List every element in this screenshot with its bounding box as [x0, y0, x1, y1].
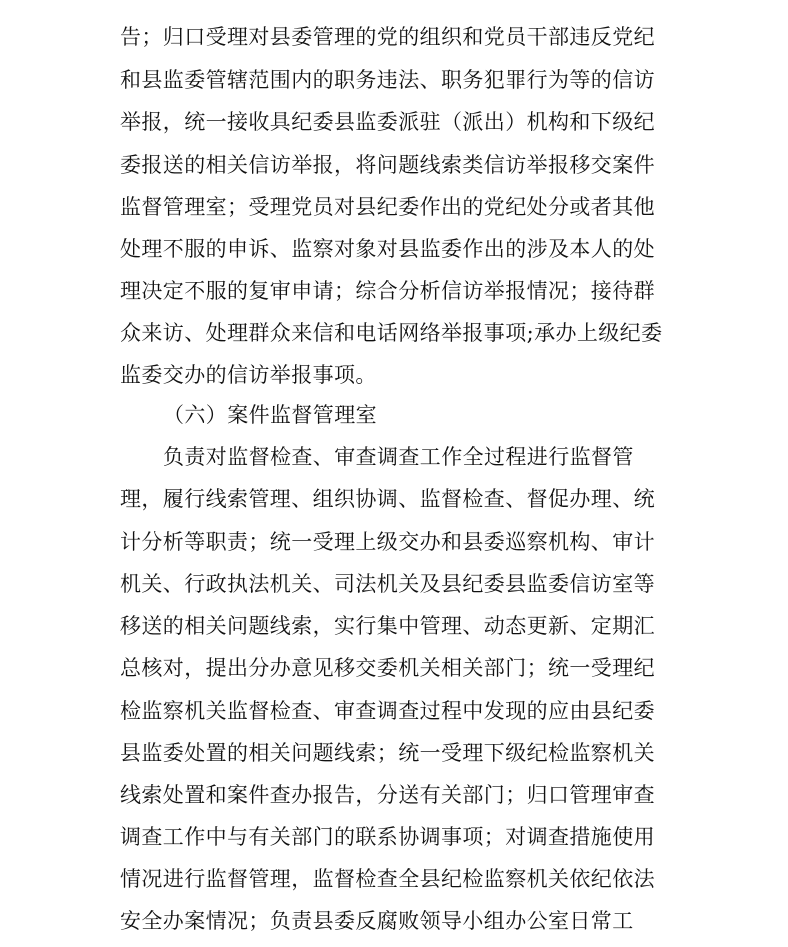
text-line: 检监察机关监督检查、审查调查过程中发现的应由县纪委 — [120, 699, 655, 723]
text-line: 众来访、处理群众来信和电话网络举报事项;承办上级纪委 — [120, 321, 663, 345]
text-line: 调查工作中与有关部门的联系协调事项；对调查措施使用 — [120, 825, 655, 849]
text-line: 举报，统一接收具纪委县监委派驻（派出）机构和下级纪 — [120, 110, 655, 134]
text-line: 总核对，提出分办意见移交委机关相关部门；统一受理纪 — [120, 656, 655, 680]
text-line: 移送的相关问题线索，实行集中管理、动态更新、定期汇 — [120, 614, 655, 638]
text-line: 和县监委管辖范围内的职务违法、职务犯罪行为等的信访 — [120, 68, 655, 92]
text-line: 告；归口受理对县委管理的党的组织和党员干部违反党纪 — [120, 25, 655, 49]
text-line: 线索处置和案件查办报告，分送有关部门；归口管理审查 — [120, 783, 655, 807]
text-line: 委报送的相关信访举报，将问题线索类信访举报移交案件 — [120, 153, 655, 177]
text-line: 县监委处置的相关问题线索；统一受理下级纪检监察机关 — [120, 741, 655, 765]
text-line: 负责对监督检查、审查调查工作全过程进行监督管 — [163, 445, 634, 469]
text-line: 情况进行监督管理，监督检查全县纪检监察机关依纪依法 — [120, 867, 655, 891]
text-line: 监委交办的信访举报事项。 — [120, 363, 377, 387]
section-heading: （六）案件监督管理室 — [163, 403, 377, 427]
text-line: 处理不服的申诉、监察对象对县监委作出的涉及本人的处 — [120, 237, 655, 261]
text-line: 机关、行政执法机关、司法机关及县纪委县监委信访室等 — [120, 572, 655, 596]
text-line: 理决定不服的复审申请；综合分析信访举报情况；接待群 — [120, 279, 655, 303]
text-line: 理，履行线索管理、组织协调、监督检查、督促办理、统 — [120, 487, 655, 511]
text-line: 安全办案情况；负责县委反腐败领导小组办公室日常工 — [120, 909, 634, 933]
text-line: 监督管理室；受理党员对县纪委作出的党纪处分或者其他 — [120, 195, 655, 219]
text-line: 计分析等职责；统一受理上级交办和县委巡察机构、审计 — [120, 530, 655, 554]
